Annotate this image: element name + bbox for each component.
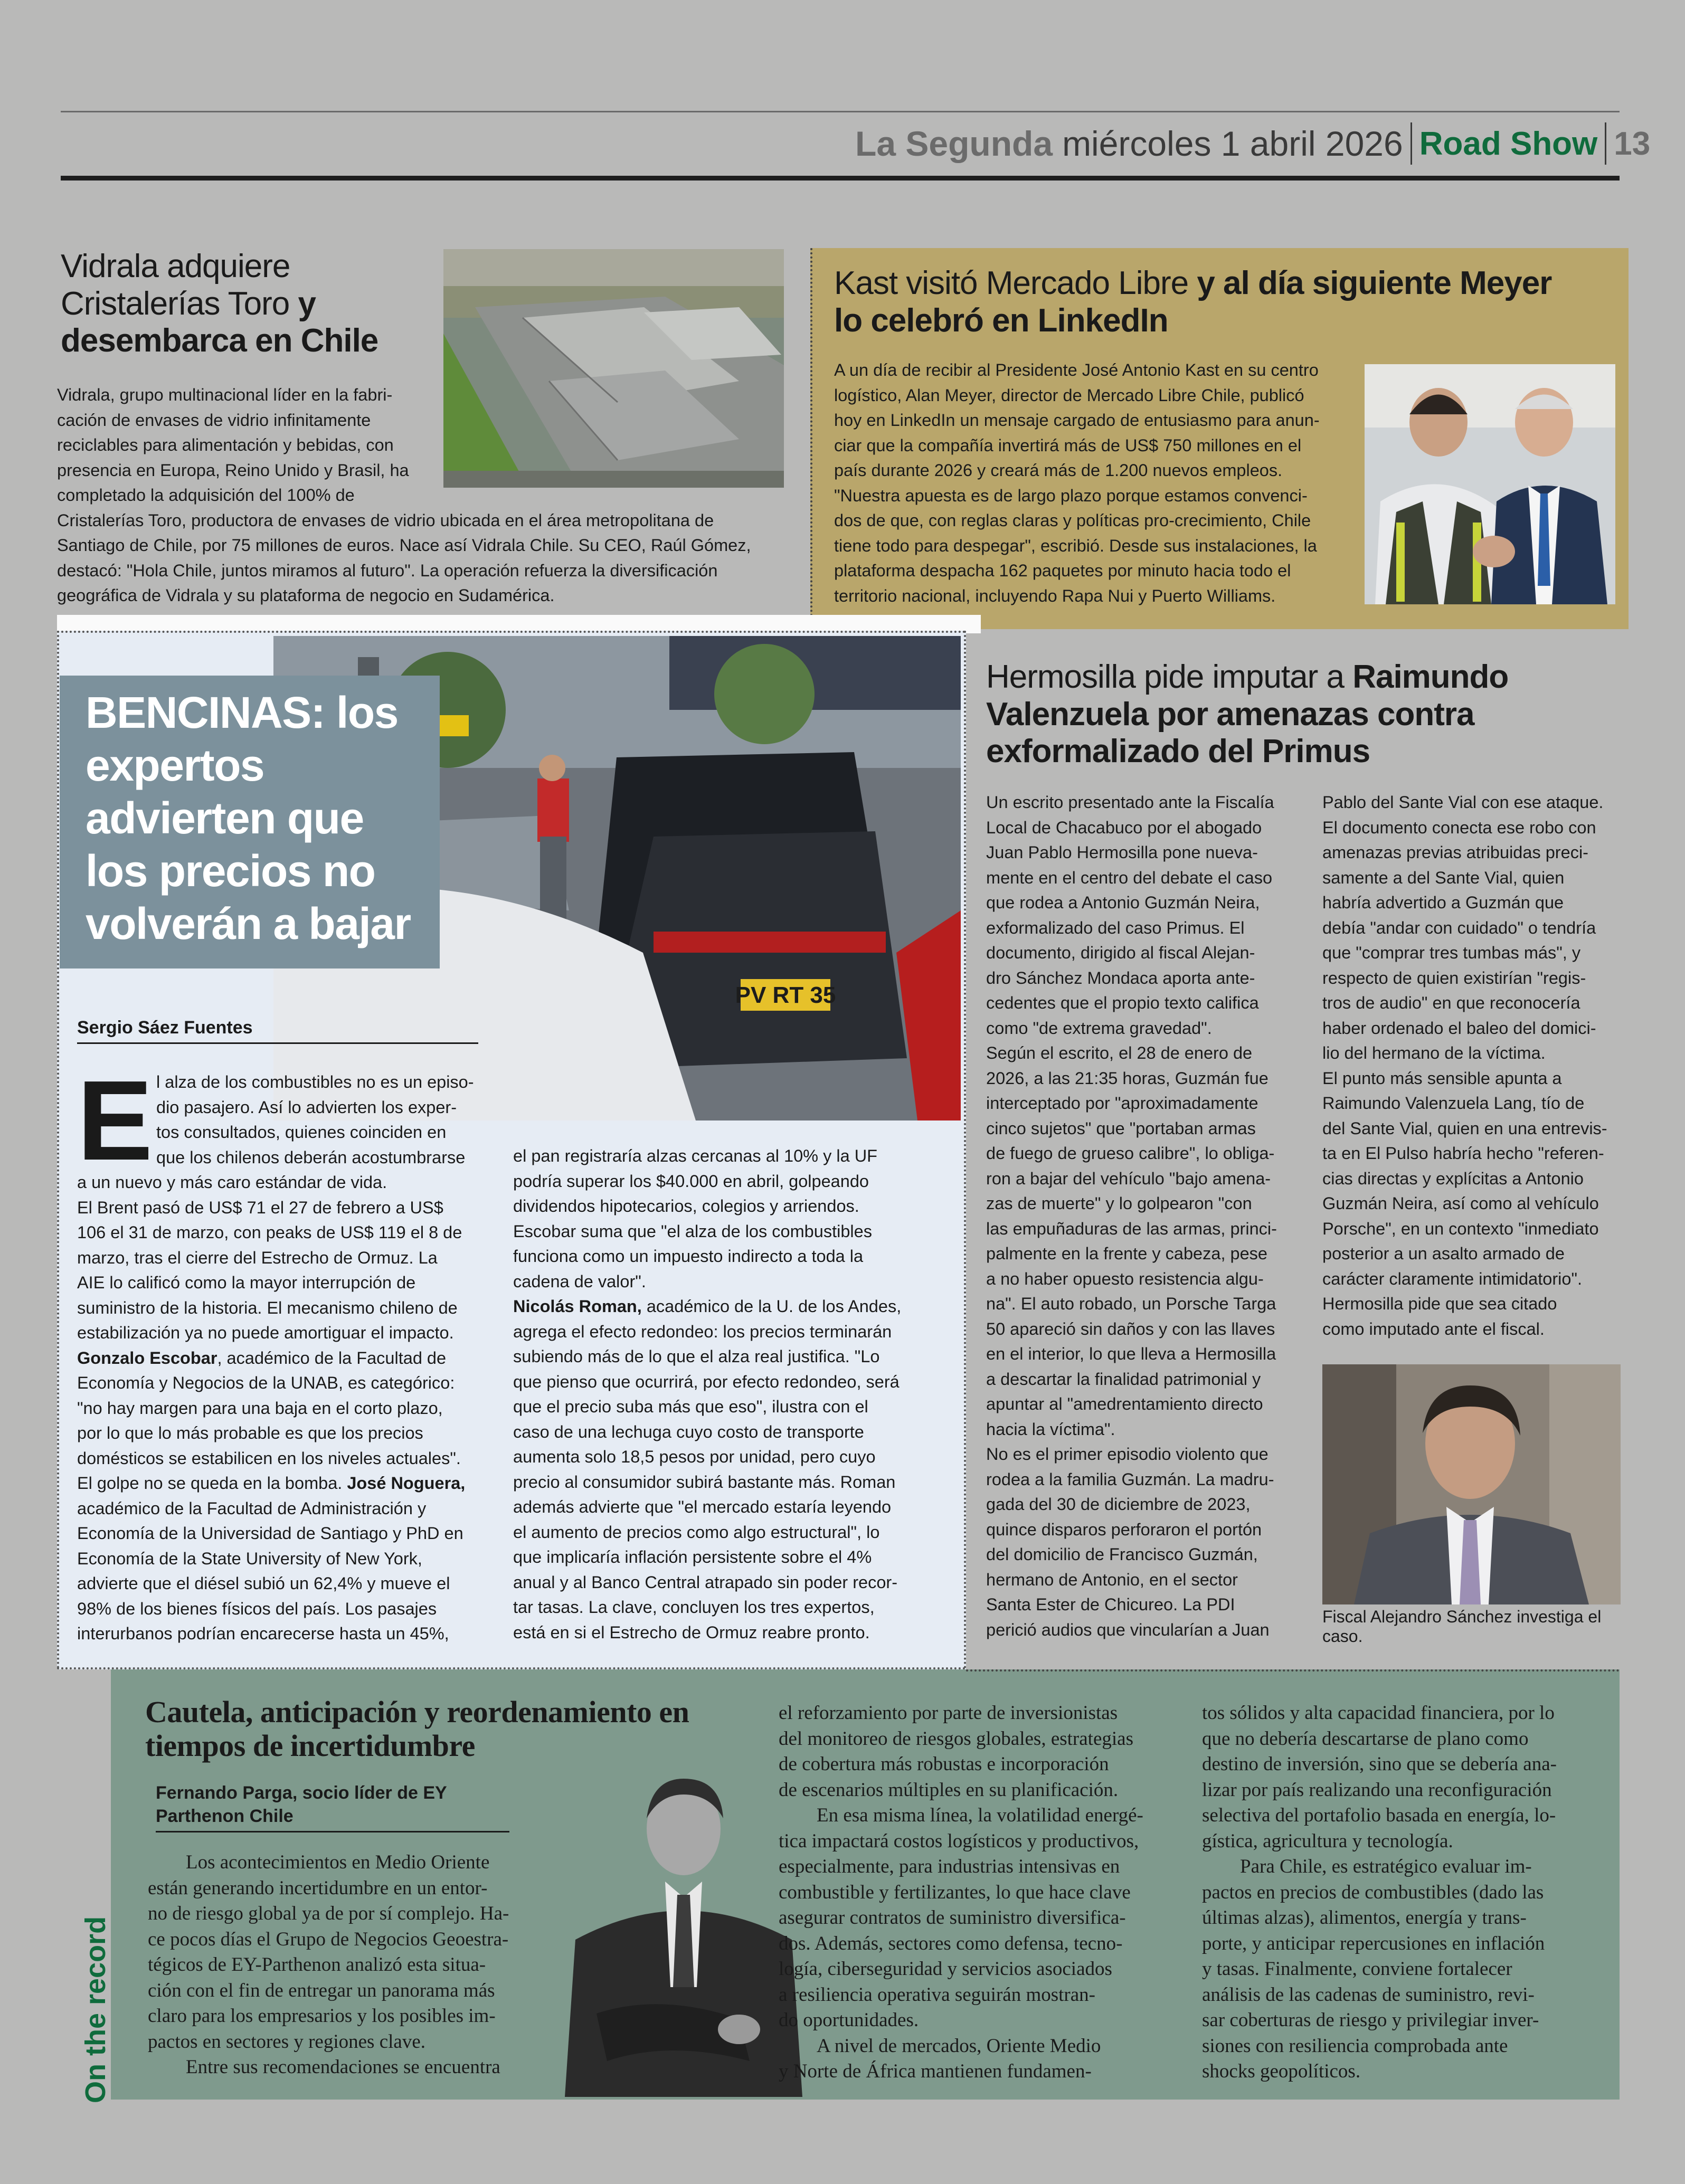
vidrala-body: Vidrala, grupo multinacional líder en la fabri- cación de envases de vidrio infinitamente reciclables para alimentación y bebidas, con presencia en Europa, Reino Unido y Brasil, ha completado la adquisición del 100% de Cristalerías Toro, productora de envases de vidrio ubicada en el área metropolitana de Santiago de Chile, por 75 millones de euros. Nace así Vidrala Chile. Su CEO, Raúl Gómez, destacó: "Hola Chile, juntos miramos al futuro". La operación refuerza la diversificación geográfica de Vidrala y su plataforma de negocio en Sudamérica.	[57, 383, 812, 609]
bencinas-dotted-border	[57, 631, 966, 1669]
otr-column-2: el reforzamiento por parte de inversionistas del monitoreo de riesgos globales, estrategias de cobertura más robustas e incorporación de escenarios múltiples en su planificación. En esa misma línea, la volatilidad energé- tica impactará costos logísticos y productivos, especialmente, para industrias intensivas en combustible y fertilizantes, lo que hace clave asegurar contratos de suministro diversifica- dos. Además, sectores como defensa, tecno- logía, ciberseguridad y servicios asociados a resiliencia operativa seguirán mostran- do oportunidades. A nivel de mercados, Oriente Medio y Norte de África mantienen fundamen-	[779, 1702, 1143, 2082]
kast-meyer-photo	[1365, 364, 1615, 604]
masthead-separator	[1411, 122, 1412, 165]
photo-caption: Fiscal Alejandro Sánchez investiga el caso.	[1322, 1607, 1602, 1646]
svg-text:PV RT 35: PV RT 35	[735, 982, 836, 1008]
bencinas-lead: l alza de los combustibles no es un episo- dio pasajero. Así lo advierten los exper- tos consultados, quienes coinciden en que los chilenos deberán acostumbrarse	[156, 1072, 474, 1167]
masthead-separator	[1605, 122, 1606, 165]
hermosilla-column-2: Pablo del Sante Vial con ese ataque. El documento conecta ese robo con amenazas previas atribuidas preci- samente a del Sante Vial, quien habría advertido a Guzmán que debía "andar con cuidado" o tendría que "comprar tres tumbas más", y respecto de quien existirían "regis- tros de audio" en que reconocería haber ordenado el baleo del domici- lio del hermano de la víctima. El punto más sensible apunta a Raimundo Valenzuela Lang, tío de del Sante Vial, quien en una entrevis- ta en El Pulso habría hecho "referen- cias directas y explícitas a Antonio Guzmán Neira, así como al vehículo Porsche", en un contexto "inmediato posterior a un asalto armado de carácter claramente intimidatorio". Hermosilla pide que sea citado como imputado ante el fiscal.	[1322, 793, 1607, 1338]
bencinas-headline: BENCINAS: los expertos advierten que los precios no volverán a bajar	[86, 688, 411, 948]
kast-dotted-divider	[810, 248, 814, 629]
bencinas-author: Sergio Sáez Fuentes	[77, 1018, 478, 1044]
kast-headline: Kast visitó Mercado Libre y al día siguiente Meyer lo celebró en LinkedIn	[834, 265, 1552, 339]
issue-date: miércoles 1 abril 2026	[1062, 124, 1403, 163]
hermosilla-headline: Hermosilla pide imputar a Raimundo Valenzuela por amenazas contra exformalizado del Primus	[986, 659, 1509, 770]
fiscal-sanchez-photo	[1322, 1364, 1621, 1604]
bencinas-dropcap: E	[77, 1057, 153, 1184]
vidrala-headline: Vidrala adquiere Cristalerías Toro y desembarca en Chile	[61, 248, 378, 359]
fernando-parga-photo	[565, 1765, 802, 2097]
masthead	[855, 117, 1650, 170]
otr-author: Fernando Parga, socio líder de EY Parthenon Chile	[156, 1781, 509, 1832]
newspaper-name: La Segunda	[855, 124, 1053, 163]
masthead-top-rule	[61, 111, 1620, 112]
vidrala-body-narrow: Vidrala, grupo multinacional líder en la fabri- cación de envases de vidrio infinitamente reciclables para alimentación y bebidas, con presencia en Europa, Reino Unido y Brasil, ha completado la adquisición del 100% de	[57, 385, 409, 505]
on-the-record-label: On the record	[80, 1916, 111, 2103]
bencinas-column-1: a un nuevo y más caro estándar de vida. El Brent pasó de US$ 71 el 27 de febrero a US$ 106 el 31 de marzo, con peaks de US$ 119 el 8 de marzo, tras el cierre del Estrecho de Ormuz. La AIE lo calificó como la mayor interrupción de suministro de la historia. El mecanismo chileno de estabilización ya no puede amortiguar el impacto. Gonzalo Escobar, académico de la Facultad de Economía y Negocios de la UNAB, es categórico: "no hay margen para una baja en el corto plazo, por lo que lo más probable es que los precios domésticos se estabilicen en los niveles actuales". El golpe no se queda en la bomba. José Noguera, académico de la Facultad de Administración y Economía de la Universidad de Santiago y PhD en Economía de la State University of New York, advierte que el diésel subió un 62,4% y mueve el 98% de los bienes físicos del país. Los pasajes interurbanos podrían encarecerse hasta un 45%,	[77, 1173, 466, 1643]
kast-body: A un día de recibir al Presidente José Antonio Kast en su centro logístico, Alan Meyer, director de Mercado Libre Chile, publicó hoy en LinkedIn un mensaje cargado de entusiasmo para anun- ciar que la compañía invertirá más de US$ 750 millones en el país durante 2026 y creará más de 1.200 nuevos empleos. "Nuestra apuesta es de largo plazo porque estamos convenci- dos de que, con reglas claras y políticas pro-crecimiento, Chile tiene todo para despegar", escribió. Desde sus instalaciones, la plataforma despacha 162 paquetes por minuto hacia todo el territorio nacional, incluyendo Rapa Nui y Puerto Williams.	[834, 360, 1320, 605]
hermosilla-column-1: Un escrito presentado ante la Fiscalía Local de Chacabuco por el abogado Juan Pablo Hermosilla pone nueva- mente en el centro del debate el caso que rodea a Antonio Guzmán Neira, exformalizado del caso Primus. El documento, dirigido al fiscal Alejan- dro Sánchez Mondaca aporta ante- cedentes que el propio texto califica como "de extrema gravedad". Según el escrito, el 28 de enero de 2026, a las 21:35 horas, Guzmán fue interceptado por "aproximadamente cinco sujetos" que "portaban armas de fuego de grueso calibre", lo obliga- ron a bajar del vehículo "bajo amena- zas de muerte" y lo golpearon "con las empuñaduras de las armas, princi- palmente en la frente y cabeza, pese a no haber opuesto resistencia algu- na". El auto robado, un Porsche Targa 50 apareció sin daños y con las llaves en el interior, lo que lleva a Hermosilla a descartar la finalidad patrimonial y apuntar al "amedrentamiento directo hacia la víctima". No es el primer episodio violento que rodea a la familia Guzmán. La madru- gada del 30 de diciembre de 2023, quince disparos perforaron el portón del domicilio de Francisco Guzmán, hermano de Antonio, en el sector Santa Ester de Chicureo. La PDI perició audios que vincularían a Juan	[986, 793, 1277, 1639]
bencinas-column-2: el pan registraría alzas cercanas al 10% y la UF podría superar los $40.000 en abril, golpeando dividendos hipotecarios, colegios y arriendos. Escobar suma que "el alza de los combustibles funciona como un impuesto indirecto a toda la cadena de valor". Nicolás Roman, académico de la U. de los Andes, agrega el efecto redondeo: los precios terminarán subiendo más de lo que el alza real justifica. "Lo que pienso que ocurrirá, por efecto redondeo, será que el precio suba más que eso", ilustra con el caso de una lechuga cuyo costo de transporte aumenta solo 18,5 pesos por unidad, pero cuyo precio al consumidor subirá bastante más. Roman además advierte que "el mercado estaría leyendo el aumento de precios como algo estructural", lo que implicaría inflación persistente sobre el 4% anual y al Banco Central atrapado sin poder recor- tar tasas. La clave, concluyen los tres expertos, está en si el Estrecho de Ormuz reabre pronto.	[513, 1146, 902, 1642]
section-name: Road Show	[1419, 125, 1598, 162]
otr-headline: Cautela, anticipación y reordenamiento en tiempos de incertidumbre	[145, 1695, 689, 1763]
otr-column-3: tos sólidos y alta capacidad financiera, por lo que no debería descartarse de plano como destino de inversión, sino que se debería ana- lizar por país realizando una reconfiguración selectiva del portafolio basada en energía, lo- gística, agricultura y tecnología. Para Chile, es estratégico evaluar im- pactos en precios de combustibles (dado las últimas alzas), alimentos, energía y trans- porte, y anticipar repercusiones en inflación y tasas. Finalmente, conviene fortalecer análisis de las cadenas de suministro, revi- sar coberturas de riesgo y privilegiar inver- siones con resiliencia comprobada ante shocks geopolíticos.	[1202, 1702, 1557, 2082]
otr-dotted-divider	[966, 1669, 1620, 1673]
otr-column-1: Los acontecimientos en Medio Oriente están generando incertidumbre en un entor- no de riesgo global ya de por sí complejo. Ha- ce pocos días el Grupo de Negocios Geoestra- tégicos de EY-Parthenon analizó esta situa- ción con el fin de entregar un panorama más claro para los empresarios y los posibles im- pactos en sectores y regiones clave. Entre sus recomendaciones se encuentra	[148, 1851, 509, 2078]
masthead-bottom-rule	[61, 176, 1620, 181]
page-number: 13	[1614, 125, 1651, 162]
